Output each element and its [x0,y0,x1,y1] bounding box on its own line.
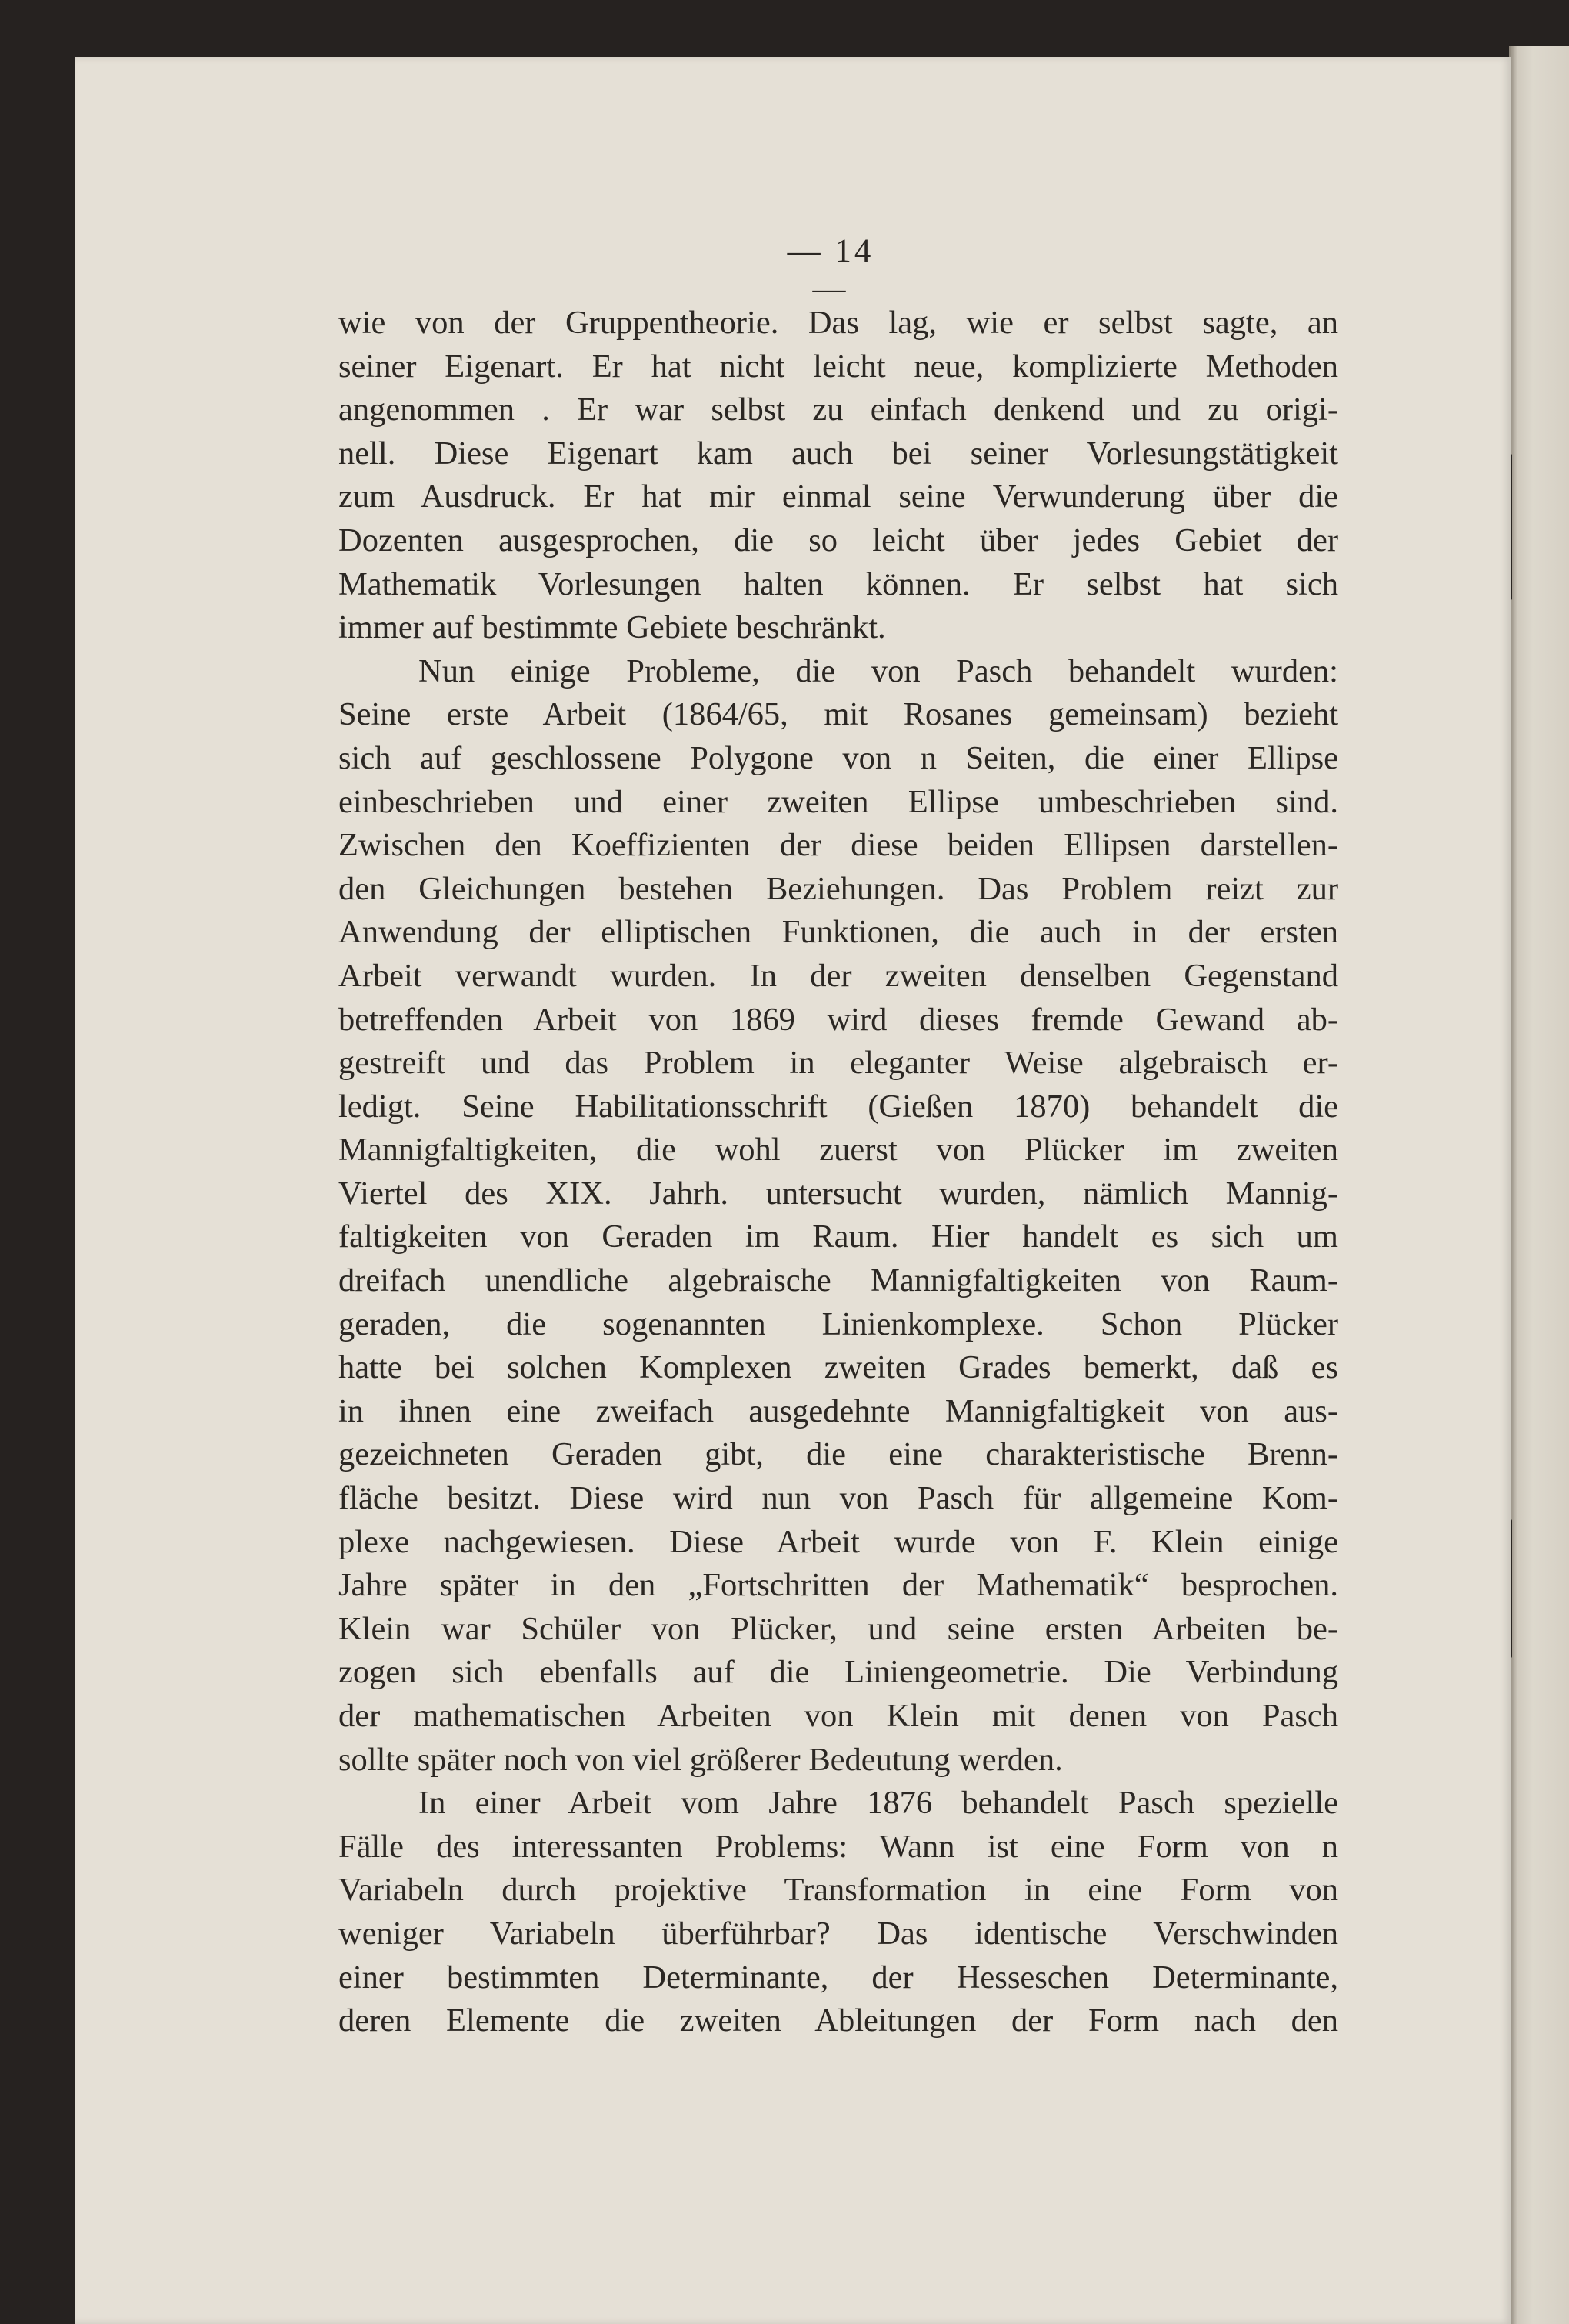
text-line: Zwischen den Koeffizienten der diese beiden Ellipsen darstellen- [338,827,1338,864]
text-line: dreifach unendliche algebraische Mannigfaltigkeiten von Raum- [338,1262,1338,1299]
text-line: sollte später noch von viel größerer Bedeutung werden. [338,1741,1063,1778]
text-line: zogen sich ebenfalls auf die Liniengeometrie. Die Verbindung [338,1654,1338,1691]
text-line: sich auf geschlossene Polygone von n Seiten, die einer Ellipse [338,739,1338,776]
text-line: Mannigfaltigkeiten, die wohl zuerst von Plücker im zweiten [338,1132,1338,1169]
page-number: — 14 — [787,233,874,307]
text-line: den Gleichungen bestehen Beziehungen. Das Problem reizt zur [338,870,1338,907]
text-line: immer auf bestimmte Gebiete beschränkt. [338,609,886,646]
text-line: Mathematik Vorlesungen halten können. Er selbst hat sich [338,565,1338,602]
text-line: Arbeit verwandt wurden. In der zweiten denselben Gegenstand [338,957,1338,994]
text-line: In einer Arbeit vom Jahre 1876 behandelt Pasch spezielle [418,1785,1338,1822]
text-line: nell. Diese Eigenart kam auch bei seiner Vorlesungstätigkeit [338,435,1338,472]
text-line: einer bestimmten Determinante, der Hesseschen Determinante, [338,1959,1338,1996]
text-line: Fälle des interessanten Problems: Wann ist eine Form von n [338,1828,1338,1865]
text-line: zum Ausdruck. Er hat mir einmal seine Verwunderung über die [338,478,1338,515]
text-line: Seine erste Arbeit (1864/65, mit Rosanes gemeinsam) bezieht [338,696,1338,733]
text-line: einbeschrieben und einer zweiten Ellipse umbeschrieben sind. [338,783,1338,820]
text-line: fläche besitzt. Diese wird nun von Pasch für allgemeine Kom- [338,1480,1338,1517]
text-line: seiner Eigenart. Er hat nicht leicht neue, komplizierte Methoden [338,348,1338,385]
text-line: Variabeln durch projektive Transformation in eine Form von [338,1872,1338,1909]
text-line: geraden, die sogenannten Linienkomplexe. Schon Plücker [338,1305,1338,1342]
text-line: weniger Variabeln überführbar? Das identische Verschwinden [338,1915,1338,1952]
text-line: Klein war Schüler von Plücker, und seine ersten Arbeiten be- [338,1610,1338,1647]
text-line: wie von der Gruppentheorie. Das lag, wie er selbst sagte, an [338,305,1338,341]
next-page-edge [1509,46,1569,2324]
text-line: Nun einige Probleme, die von Pasch behandelt wurden: [418,652,1338,689]
text-line: Viertel des XIX. Jahrh. untersucht wurden, nämlich Mannig- [338,1175,1338,1212]
text-line: Jahre später in den „Fortschritten der Mathematik“ besprochen. [338,1567,1338,1604]
text-line: Dozenten ausgesprochen, die so leicht über jedes Gebiet der [338,522,1338,558]
text-line: gestreift und das Problem in eleganter Weise algebraisch er- [338,1045,1338,1082]
text-line: faltigkeiten von Geraden im Raum. Hier handelt es sich um [338,1219,1338,1255]
text-line: plexe nachgewiesen. Diese Arbeit wurde von F. Klein einige [338,1523,1338,1560]
text-line: ledigt. Seine Habilitationsschrift (Gießen 1870) behandelt die [338,1088,1338,1125]
text-line: Anwendung der elliptischen Funktionen, die auch in der ersten [338,914,1338,951]
text-line: hatte bei solchen Komplexen zweiten Grades bemerkt, daß es [338,1349,1338,1386]
text-line: deren Elemente die zweiten Ableitungen der Form nach den [338,2002,1338,2039]
body-text [338,302,1338,2043]
text-line: betreffenden Arbeit von 1869 wird dieses fremde Gewand ab- [338,1001,1338,1038]
text-line: gezeichneten Geraden gibt, die eine charakteristische Brenn- [338,1436,1338,1473]
text-line: in ihnen eine zweifach ausgedehnte Mannigfaltigkeit von aus- [338,1392,1338,1429]
text-line: der mathematischen Arbeiten von Klein mit denen von Pasch [338,1698,1338,1734]
text-line: angenommen . Er war selbst zu einfach denkend und zu origi- [338,392,1338,428]
